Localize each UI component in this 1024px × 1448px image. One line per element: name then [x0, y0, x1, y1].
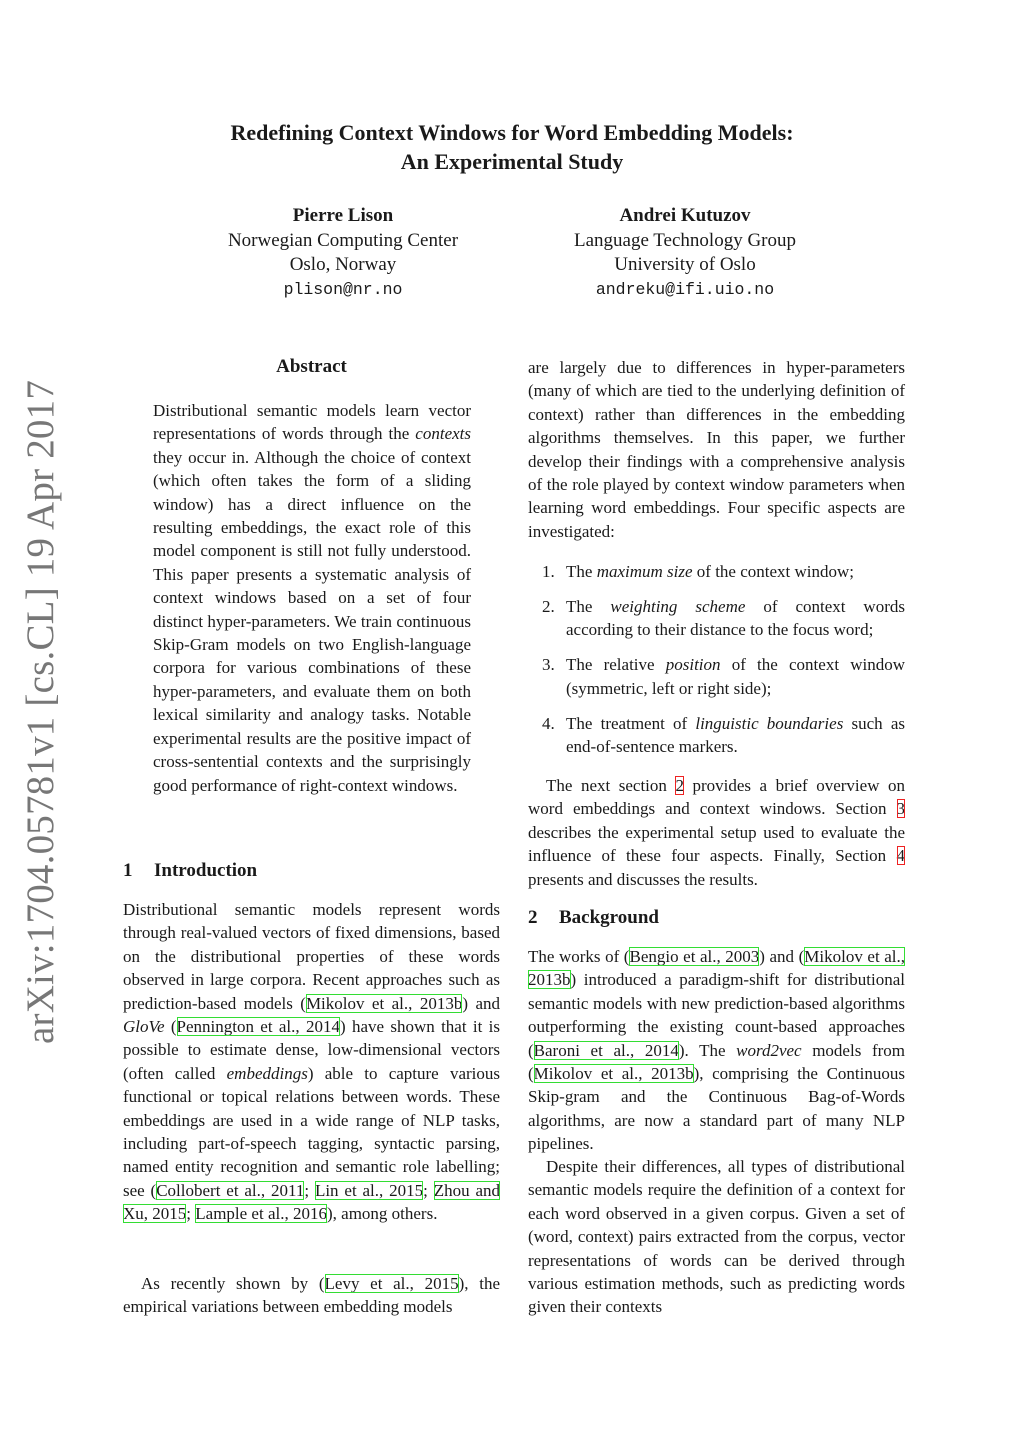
author-email: plison@nr.no	[283, 279, 403, 299]
introduction-paragraph-1: Distributional semantic models represent words through real-valued vectors of fixed dimensions, based on the distributional properties of these words observed in large corpora. Recent approaches such as prediction-based models (Mikolov et al., 2013b) and GloVe (Pennington et al., 2014) have shown that it is possible to estimate dense, low-dimensional vectors (often called embeddings) able to capture various functional or topical relations between words. These embeddings are used in a wide range of NLP tasks, including part-of-speech tagging, syntactic parsing, named entity recognition and semantic role labelling; see (Collobert et al., 2011; Lin et al., 2015; Zhou and Xu, 2015; Lample et al., 2016), among others.	[123, 900, 501, 1224]
author-email: andreku@ifi.uio.no	[595, 279, 775, 299]
background-paragraph-2: Despite their differences, all types of distributional semantic models require the definition of a context for each word observed in a given corpus. Given a set of (word, context) pairs extracted from the corpus, vector representations of words can be derived through various estimation methods, such as predicting words given their contexts	[528, 1157, 905, 1317]
citation-link[interactable]: Levy et al., 2015	[324, 1274, 459, 1293]
abstract-heading: Abstract	[276, 356, 347, 377]
author-name: Pierre Lison	[292, 205, 394, 226]
section-reference-link[interactable]: 4	[896, 846, 905, 866]
author-location: Oslo, Norway	[289, 254, 397, 275]
list-item: 4. The treatment of linguistic boundaries such as end-of-sentence markers.	[542, 713, 906, 756]
background-paragraph-1: The works of (Bengio et al., 2003) and (Mikolov et al., 2013b) introduced a paradigm-shift for distributional semantic models with new prediction-based algorithms outperforming the existing count-based approaches (Baroni et al., 2014). The word2vec models from (Mikolov et al., 2013b), comprising the Continuous Skip-gram and the Continuous Bag-of-Words algorithms, are now a standard part of many NLP pipelines.	[528, 947, 905, 1154]
emphasis: GloVe	[123, 1017, 165, 1037]
author-name: Andrei Kutuzov	[619, 205, 751, 226]
author-block-2	[525, 204, 845, 302]
section-overview-paragraph: The next section 2 provides a brief overview on word embeddings and context windows. Section 3 describes the experimental setup used to evaluate the influence of these four aspects. Finally, Section 4 presents and discusses the results.	[528, 776, 905, 889]
emphasis: linguistic boundaries	[695, 713, 844, 733]
citation-link[interactable]: Collobert et al., 2011	[156, 1180, 305, 1200]
section-reference-link[interactable]: 2	[675, 776, 684, 795]
paper-title-line2: An Experimental Study	[400, 149, 624, 174]
citation-link[interactable]: Bengio et al., 2003	[629, 947, 760, 966]
citation-link[interactable]: Pennington et al., 2014	[176, 1017, 340, 1037]
emphasis: maximum size	[596, 562, 693, 581]
citation-link[interactable]: Lample et al., 2016	[195, 1204, 327, 1224]
introduction-paragraph-2: As recently shown by (Levy et al., 2015), the empirical variations between embedding models	[123, 1274, 500, 1317]
emphasis: word2vec	[736, 1040, 802, 1060]
introduction-paragraph-2-continued: are largely due to differences in hyper-parameters (many of which are tied to the underlying definition of context) rather than differences in the embedding algorithms themselves. In this paper, we further develop their findings with a comprehensive analysis of the role played by context window parameters when learning word embeddings. Four specific aspects are investigated:	[528, 358, 905, 541]
author-affiliation: Language Technology Group	[573, 229, 797, 251]
citation-link[interactable]: Zhou and Xu, 2015	[123, 1180, 500, 1224]
citation-link[interactable]: Mikolov et al., 2013b	[305, 993, 463, 1013]
emphasis: embeddings	[226, 1063, 308, 1083]
section-title: Introduction	[154, 860, 258, 881]
section-number: 1	[123, 860, 133, 881]
list-item: 1. The maximum size of the context window;	[542, 562, 855, 581]
author-location: University of Oslo	[614, 254, 756, 275]
list-item: 2. The weighting scheme of context words according to their distance to the focus word;	[542, 596, 905, 640]
citation-link[interactable]: Baroni et al., 2014	[533, 1040, 679, 1060]
citation-link[interactable]: Lin et al., 2015	[314, 1180, 424, 1200]
section-title: Background	[559, 907, 659, 928]
arxiv-identifier: arXiv:1704.05781v1 [cs.CL] 19 Apr 2017	[19, 379, 62, 1044]
emphasis: position	[665, 655, 721, 675]
citation-link[interactable]: Mikolov et al., 2013b	[533, 1064, 694, 1084]
author-block-1	[183, 204, 503, 302]
citation-link[interactable]: Mikolov et al., 2013b	[528, 947, 905, 990]
paper-title-line1: Redefining Context Windows for Word Embedding Models:	[230, 120, 794, 145]
emphasis: weighting scheme	[610, 596, 746, 616]
section-heading-background	[528, 907, 905, 929]
abstract-text: Distributional semantic models learn vector representations of words through the contexts they occur in. Although the choice of context (which often takes the form of a sliding window) has a direct influence on the resulting embeddings, the exact role of this model component is still not fully understood. This paper presents a systematic analysis of context windows based on a set of four distinct hyper-parameters. We train continuous Skip-Gram models on two English-language corpora for various combinations of these hyper-parameters, and evaluate them on both lexical similarity and analogy tasks. Notable experimental results are the positive impact of cross-sentential contexts and the surprisingly good performance of right-context windows.	[153, 401, 471, 795]
section-reference-link[interactable]: 3	[896, 799, 905, 819]
list-item: 3. The relative position of the context window (symmetric, left or right side);	[542, 655, 905, 698]
emphasis: contexts	[415, 424, 471, 444]
aspects-list	[528, 560, 905, 770]
author-affiliation: Norwegian Computing Center	[227, 229, 459, 251]
section-heading-introduction	[123, 860, 500, 882]
section-number: 2	[528, 907, 538, 928]
paper-title	[0, 118, 1024, 176]
